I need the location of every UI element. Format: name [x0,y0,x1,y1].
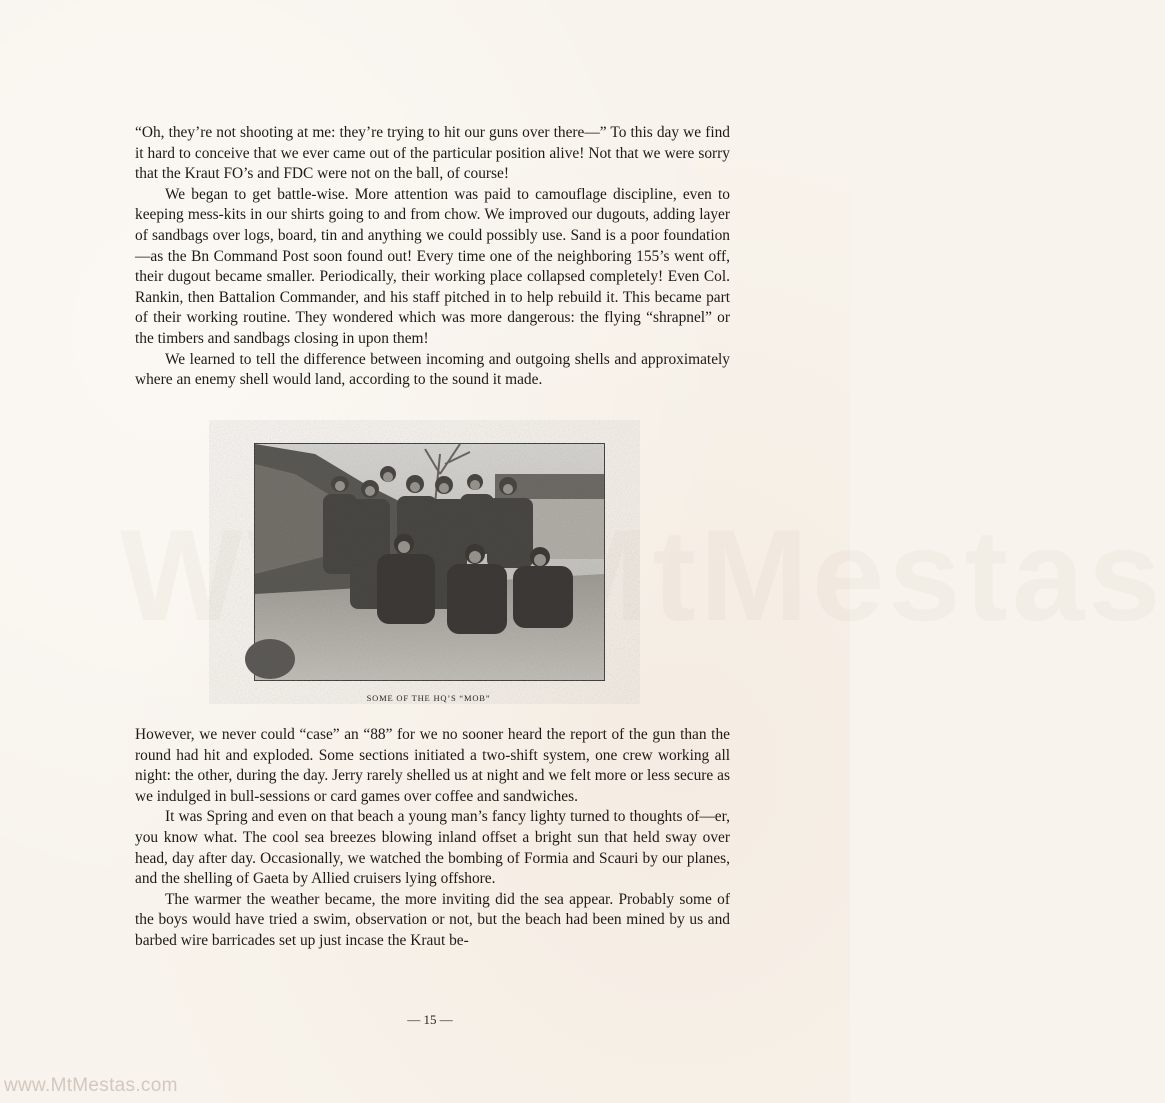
bottom-text-block [135,725,730,952]
group-photo-image [255,444,604,680]
paragraph-warmer-weather: The warmer the weather became, the more inviting did the sea appear. Probably some of the boys would have tried a swim, observation or not, but the beach had been mined by us and barbed wire barricades set up just incase the Kraut be- [135,890,730,949]
paragraph-shell-sounds: We learned to tell the difference between incoming and outgoing shells and approximately where an enemy shell would land, according to the sound it made. [135,350,730,389]
paragraph-battle-wise: We began to get battle-wise. More attention was paid to camouflage discipline, even to keeping mess-kits in our shirts going to and from chow. We improved our dugouts, adding layer of sandbags over logs, board, tin and anything we could possibly use. Sand is a poor foundation—as the Bn Command Post soon found out! Every time one of the neighboring 155’s went off, their dugout became smaller. Periodically, their working place collapsed completely! Even Col. Rankin, then Battalion Commander, and his staff pitched in to help rebuild it. This became part of their working routine. They wondered which was more dangerous: the flying “shrapnel” or the timbers and sandbags closing in upon them! [135,185,730,347]
group-photo [254,443,605,681]
watermark: WWW MtMestas [120,502,1165,648]
top-text-block [135,123,730,391]
photo-caption: SOME OF THE HQ’S “MOB” [366,693,491,703]
paragraph-spring: It was Spring and even on that beach a young man’s fancy lighty turned to thoughts of—er, you know what. The cool sea breezes blowing inland offset a bright sun that held sway over head, day after day. Occasionally, we watched the bombing of Formia and Scauri by our planes, and the shelling of Gaeta by Allied cruisers lying offshore. [135,808,730,888]
paragraph-intro: “Oh, they’re not shooting at me: they’re trying to hit our guns over there—” To this day we find it hard to conceive that we ever came out of the particular position alive! Not that we were sorry that the Kraut FO’s and FDC were not on the ball, of course! [135,124,730,183]
paragraph-88: However, we never could “case” an “88” for we no sooner heard the report of the gun than the round had hit and exploded. Some sections initiated a two-shift system, one crew working all night: the other, during the day. Jerry rarely shelled us at night and we felt more or less secure as we indulged in bull-sessions or card games over coffee and sandwiches. [135,726,730,805]
site-credit-link[interactable]: www.MtMestas.com [4,1075,178,1096]
page-number: — 15 — [407,1012,453,1027]
